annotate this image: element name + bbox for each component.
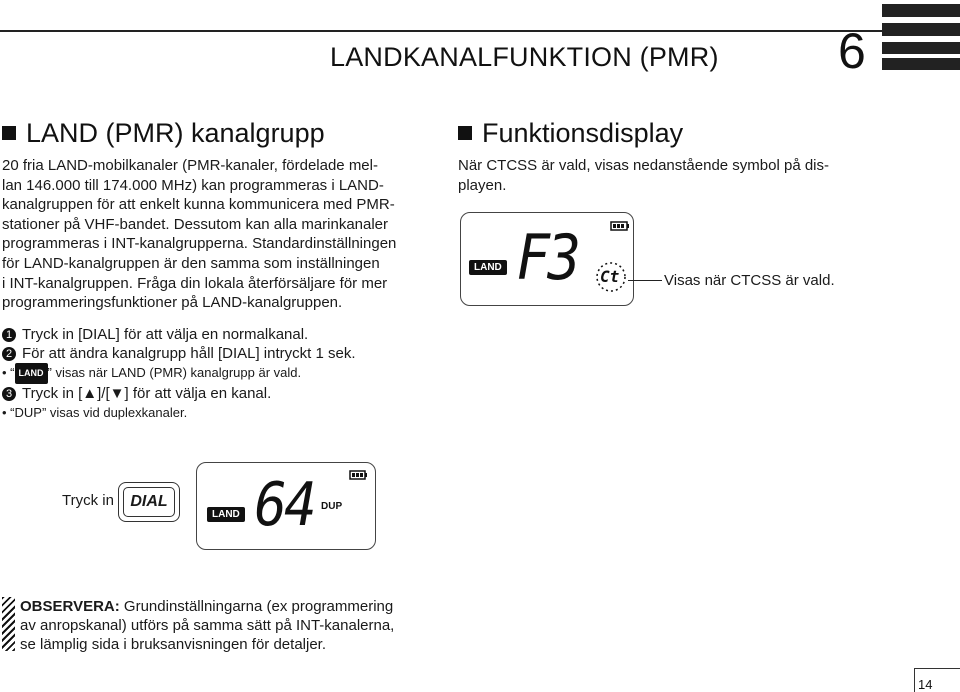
battery-icon xyxy=(611,222,629,230)
page-number-rule xyxy=(914,668,915,692)
square-bullet-icon xyxy=(2,126,16,140)
step-number-icon: 3 xyxy=(2,387,16,401)
chapter-tab-bar xyxy=(882,4,960,17)
ctcss-callout: Visas när CTCSS är vald. xyxy=(664,272,835,289)
land-indicator: LAND xyxy=(469,260,507,275)
lcd-display-ctcss xyxy=(460,212,634,306)
land-tag: LAND xyxy=(15,363,48,384)
step-number-icon: 1 xyxy=(2,328,16,342)
up-arrow-icon: ▲ xyxy=(82,385,98,402)
press-label: Tryck in xyxy=(62,492,114,509)
step-3: 3 Tryck in [▲]/[▼] för att välja en kanal. xyxy=(2,384,462,403)
land-indicator: LAND xyxy=(207,507,245,522)
lcd-display-dup xyxy=(196,462,376,550)
channel-readout: 64 xyxy=(254,470,314,540)
page-number: 14 xyxy=(918,677,933,692)
chapter-tab-bar xyxy=(882,42,960,54)
step-number-icon: 2 xyxy=(2,347,16,361)
display-description: När CTCSS är vald, visas nedanstående symbol på dis- playen. xyxy=(458,157,830,194)
dial-key-frame xyxy=(118,482,180,522)
down-arrow-icon: ▼ xyxy=(109,385,125,402)
step-1: 1 Tryck in [DIAL] för att välja en normalkanal. xyxy=(2,325,462,344)
step-2: 2 För att ändra kanalgrupp håll [DIAL] intryckt 1 sek. xyxy=(2,344,462,363)
chapter-tab-bar xyxy=(882,58,960,70)
dup-indicator: DUP xyxy=(321,501,343,512)
section-title-display: Funktionsdisplay xyxy=(458,118,683,149)
square-bullet-icon xyxy=(458,126,472,140)
page-number-rule xyxy=(914,668,960,669)
battery-icon xyxy=(350,471,367,479)
note-hatch-icon xyxy=(2,597,15,651)
bullet-land: • “ LAND ” visas när LAND (PMR) kanalgrupp är vald. xyxy=(2,363,462,384)
note-block: OBSERVERA: Grundinställningarna (ex programmering av anropskanal) utförs på samma sätt på INT-kanalerna, se lämplig sida i bruksanvisningen för detaljer. xyxy=(20,598,395,653)
bullet-dup: • “DUP” visas vid duplexkanaler. xyxy=(2,405,188,420)
header-rule xyxy=(0,30,960,32)
land-description: 20 fria LAND-mobilkanaler (PMR-kanaler, fördelade mel- lan 146.000 till 174.000 MHz) kan programmeras i LAND- kanalgruppen för att enkelt kunna kommunicera med PMR- stationer på VHF-bandet. Dessutom kan alla marinkanaler programmeras i INT-kanalgrupperna. Standardinställningen för LAND-kanalgruppen är den samma som inställningen i INT-kanalgruppen. Fråga din lokala återförsäljare för mer programmeringsfunktioner på LAND-kanalgruppen. xyxy=(2,157,397,312)
channel-readout: F3 xyxy=(516,221,579,294)
callout-line xyxy=(628,280,662,281)
chapter-tab-bar xyxy=(882,23,960,36)
ctcss-symbol: Ct xyxy=(600,267,620,286)
dial-button[interactable]: DIAL xyxy=(123,487,175,517)
section-title-land: LAND (PMR) kanalgrupp xyxy=(2,118,325,149)
instruction-steps xyxy=(2,325,462,422)
page-title: LANDKANALFUNKTION (PMR) xyxy=(330,42,719,72)
note-label: OBSERVERA: xyxy=(20,598,120,615)
chapter-number: 6 xyxy=(838,23,866,79)
